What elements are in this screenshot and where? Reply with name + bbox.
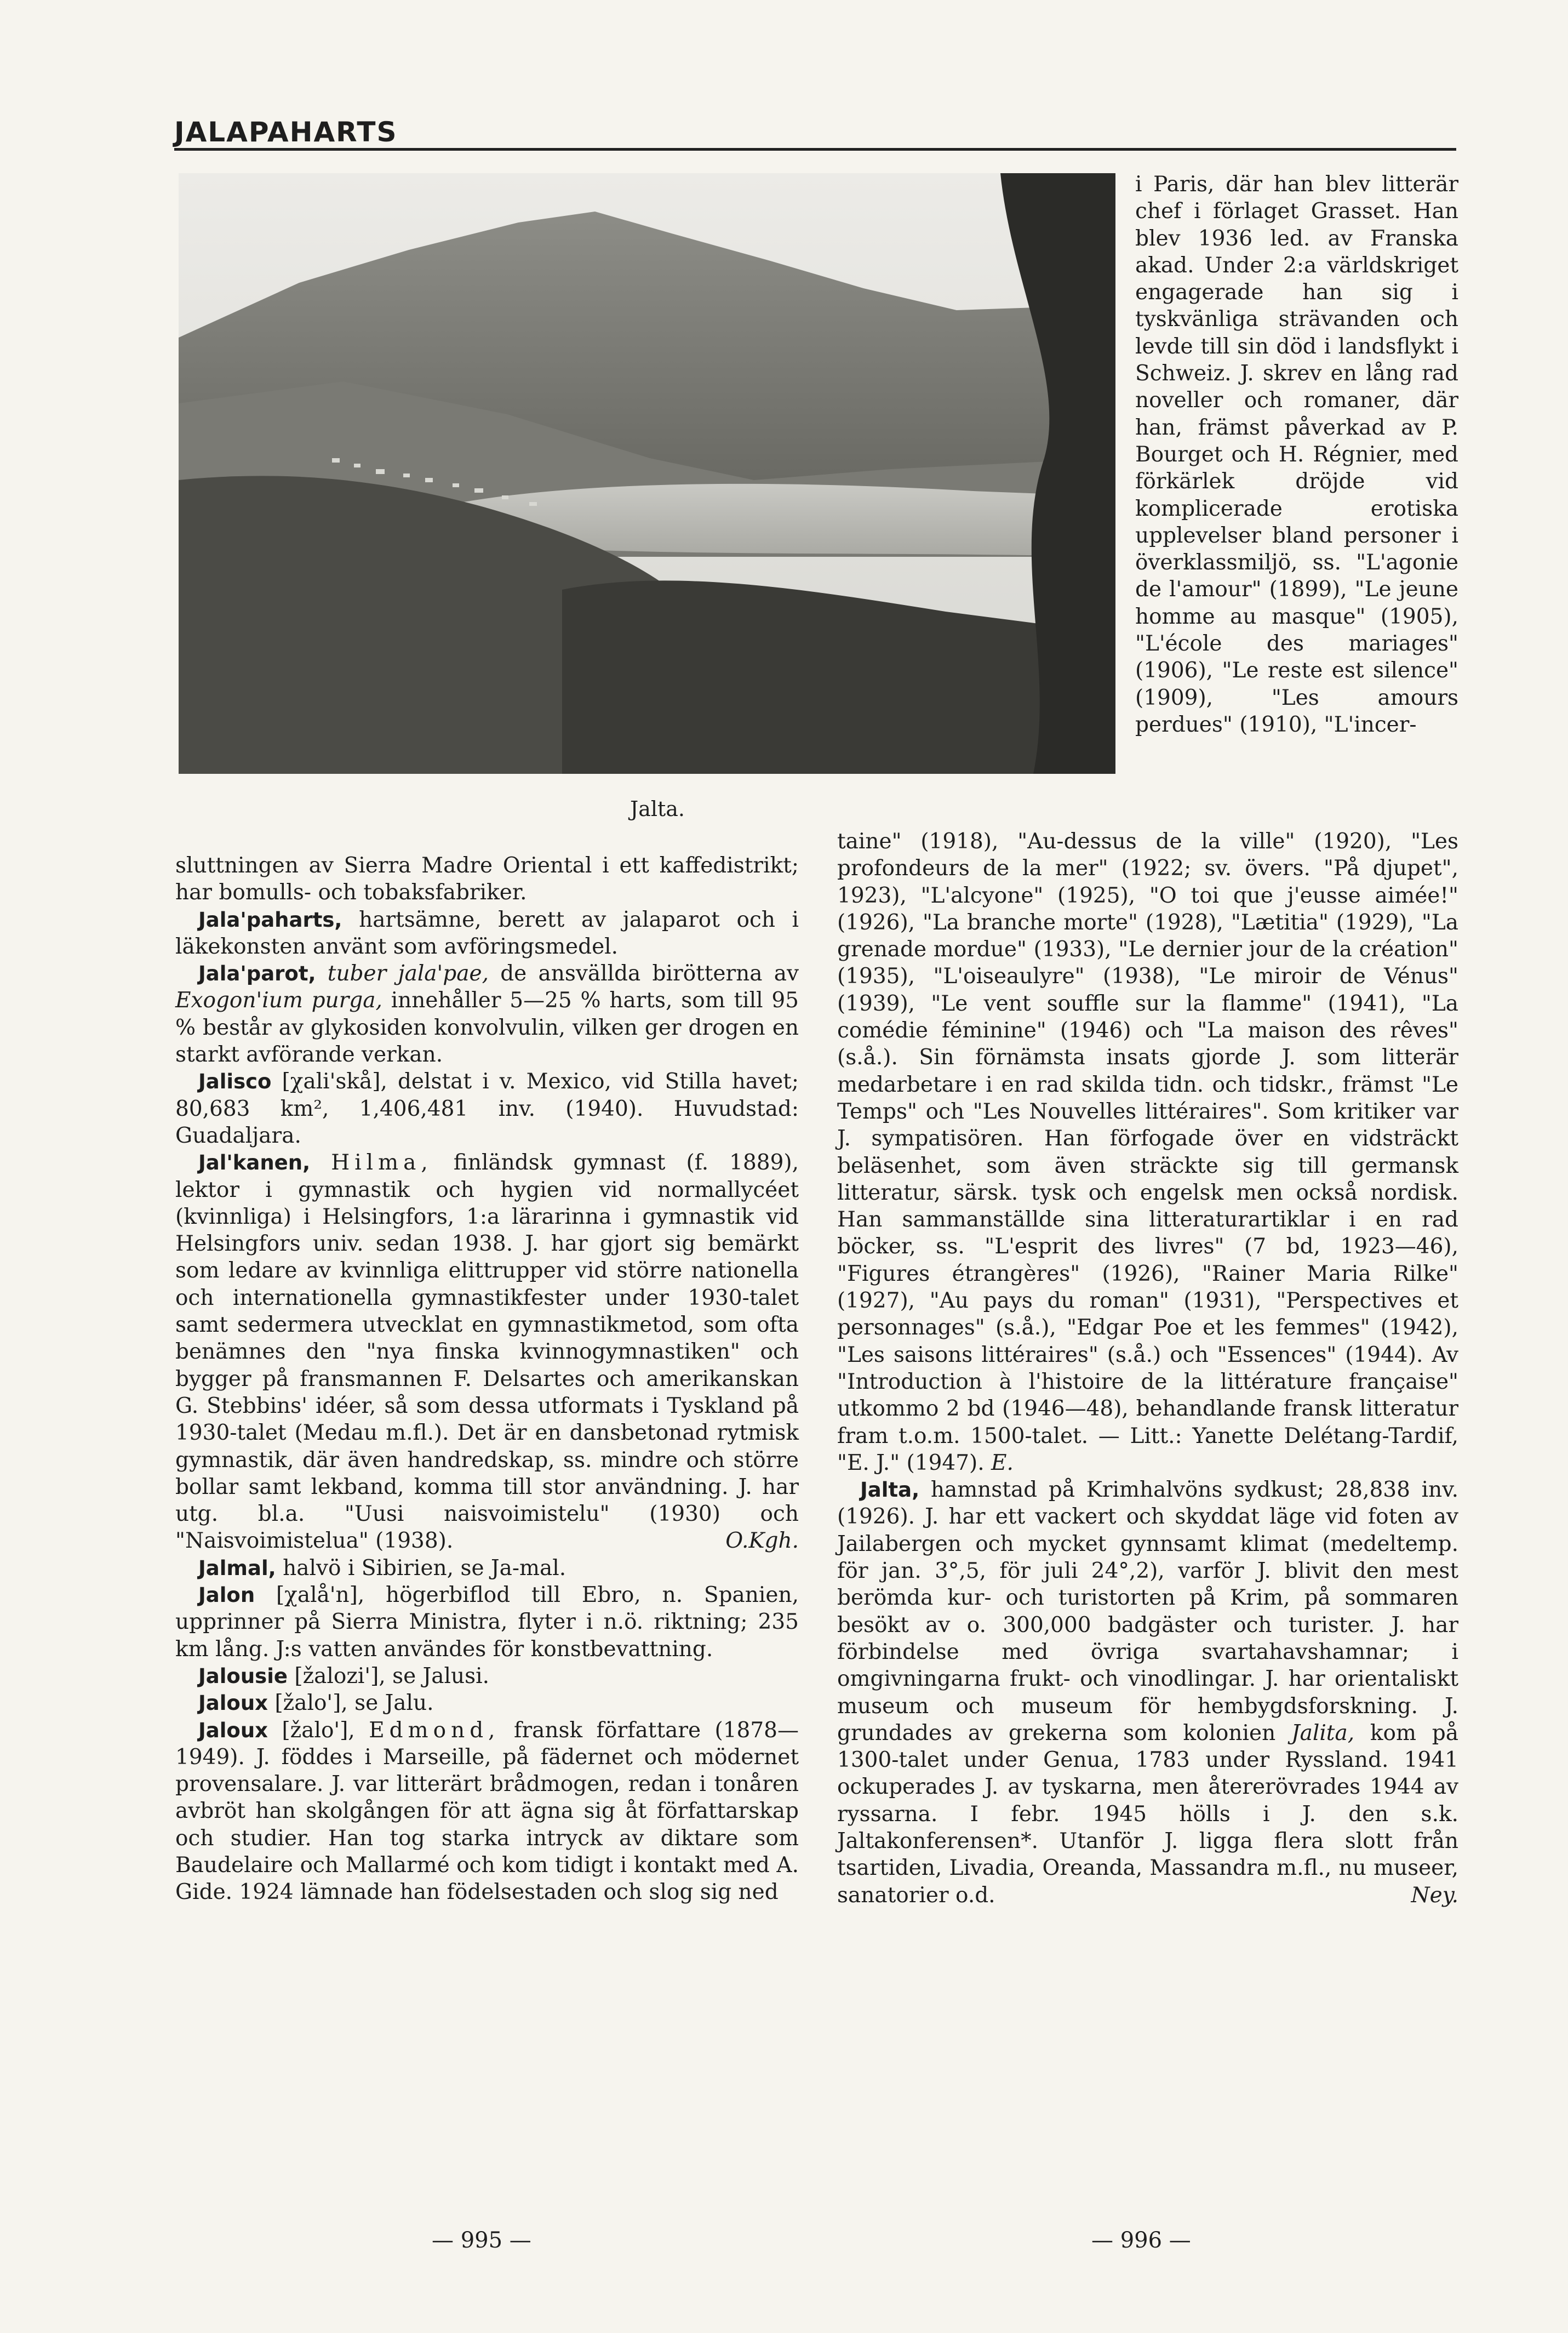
entry-text: de ansvällda birötterna av xyxy=(500,961,799,986)
entry-jalisco xyxy=(175,1068,799,1149)
jalta-photograph xyxy=(179,173,1115,774)
person-name: Hilma, xyxy=(331,1150,433,1176)
entry-text: [žalo'], se Jalu. xyxy=(274,1691,434,1716)
column-right xyxy=(837,828,1458,1909)
pronunciation: [žalo'], xyxy=(282,1718,355,1743)
latin-term: tuber jala'pae, xyxy=(327,961,489,986)
page-number-right: — 996 — xyxy=(1091,2228,1191,2253)
author-signature: O.Kgh. xyxy=(725,1528,799,1554)
jalta-landscape-image xyxy=(179,173,1115,774)
author-signature: Ney. xyxy=(1411,1883,1458,1908)
headword: Jaloux xyxy=(198,1718,268,1742)
entry-jalta xyxy=(837,1476,1458,1909)
headword: Jala'parot, xyxy=(198,962,316,986)
entry-text: [žalozi'], se Jalusi. xyxy=(294,1663,489,1689)
headword: Jala'paharts, xyxy=(198,908,342,932)
headword: Jaloux xyxy=(198,1691,268,1715)
person-name: Edmond, xyxy=(369,1718,500,1743)
page-number-left: — 995 — xyxy=(432,2228,531,2253)
jaloux-continuation: i Paris, där han blev litterär chef i förlaget Grasset. Han blev 1936 led. av Franska akad. Under 2:a världskriget engagerade han sig i tyskvänliga strävanden och levde till sin död i landsflykt i Schweiz. J. skrev en lång rad noveller och romaner, där han, främst påverkad av P. Bourget och H. Régnier, med förkärlek dröjde vid komplicerade erotiska upplevelser bland personer i överklassmiljö, ss. "L'agonie de l'amour" (1899), "Le jeune homme au masque" (1905), "L'école des mariages" (1906), "Le reste est silence" (1909), "Les amours perdues" (1910), "L'incer- xyxy=(1135,172,1458,737)
entry-jaloux-edmond xyxy=(175,1717,799,1906)
headword: Jalta, xyxy=(860,1478,920,1502)
jaloux-continuation-2 xyxy=(837,828,1458,1476)
entry-text: fransk författare (1878—1949). J. föddes i Marseille, på fädernet och mödernet provensalare. J. var litterärt brådmogen, redan i tonåren avbröt han skolgången för att ägna sig åt författarskap och studier. Han tog starka intryck av diktare som Baudelaire och Mallarmé och kom tidigt i kontakt med A. Gide. 1924 lämnade han födelsestaden och slog sig ned xyxy=(175,1718,799,1905)
entry-text: taine" (1918), "Au-dessus de la ville" (1920), "Les profondeurs de la mer" (1922; sv. övers. "På djupet", 1923), "L'alcyone" (1925), "O toi que j'eusse aimée!" (1926), "La branche morte" (1928), "Lætitia" (1929), "La grenade mordue" (1933), "Le dernier jour de la création" (1935), "L'oiseaulyre" (1938), "Le miroir de Vénus" (1939), "Le vent souffle sur la flamme" (1941), "La comédie féminine" (1946) och "La maison des rêves" (s.å.). Sin förnämsta insats gjorde J. som litterär medarbetare i en rad skilda tidn. och tidskr., främst "Le Temps" och "Les Nouvelles littéraires". Som kritiker var J. sympatisören. Han förfogade över en vidsträckt beläsenhet, som även sträckte sig till germansk litteratur, särsk. tysk och engelsk men också nordisk. Han sammanställde sina litteraturartiklar i en rad böcker, ss. "L'esprit des livres" (7 bd, 1923—46), "Figures étrangères" (1926), "Rainer Maria Rilke" (1927), "Au pays du roman" (1931), "Perspectives et personnages" (s.å.), "Edgar Poe et les femmes" (1942), "Les saisons littéraires" (s.å.) och "Essences" (1944). Av "Introduction à l'histoire de la littérature française" utkommo 2 bd (1946—48), behandlande fransk litteratur fram t.o.m. 1500-talet. — Litt.: Yanette Delétang-Tardif, "E. J." (1947). xyxy=(837,829,1458,1475)
entry-jalkanen xyxy=(175,1149,799,1554)
headword: Jalon xyxy=(198,1583,255,1607)
entry-text: halvö i Sibirien, se Ja-mal. xyxy=(283,1555,566,1581)
entry-jalaparot xyxy=(175,960,799,1068)
entry-jaloux-xref xyxy=(175,1690,799,1716)
headword: Jalousie xyxy=(198,1664,288,1688)
latin-term: Exogon'ium purga, xyxy=(175,988,382,1013)
author-signature: E. xyxy=(991,1450,1014,1475)
running-head: JALAPAHARTS xyxy=(174,116,398,148)
headword: Jalisco xyxy=(198,1070,272,1094)
entry-jalapaharts xyxy=(175,906,799,961)
headword: Jalmal, xyxy=(198,1556,276,1580)
entry-text: innehåller 5—25 % harts, som till 95 % består av glykosiden konvolvulin, vilken ger drogen en starkt avförande verkan. xyxy=(175,988,799,1068)
entry-jalousie xyxy=(175,1663,799,1690)
figure-caption: Jalta. xyxy=(630,797,685,821)
jalisco-cont-paragraph: sluttningen av Sierra Madre Oriental i ett kaffedistrikt; har bomulls- och tobaksfabriker. xyxy=(175,853,799,905)
entry-text: [χalå'n], högerbiflod till Ebro, n. Spanien, upprinner på Sierra Ministra, flyter i n.ö. riktning; 235 km lång. J:s vatten användes för konstbevattning. xyxy=(175,1583,799,1662)
column-left xyxy=(175,852,799,1906)
header-rule xyxy=(174,148,1456,151)
entry-text: kom på 1300-talet under Genua, 1783 under Ryssland. 1941 ockuperades J. av tyskarna, men återerövrades 1944 av ryssarna. I febr. 1945 hölls i J. den s.k. Jaltakonferensen*. Utanför J. ligga flera slott från tsartiden, Livadia, Oreanda, Massandra m.fl., nu museer, sanatorier o.d. xyxy=(837,1720,1458,1908)
entry-text: hamnstad på Krimhalvöns sydkust; 28,838 inv. (1926). J. har ett vackert och skyddat läge vid foten av Jailabergen och mycket gynnsamt klimat (medeltemp. för jan. 3°,5, för juli 24°,2), varför J. blivit den mest berömda kur- och turistorten på Krim, på sommaren besökt av o. 300,000 badgäster och turister. J. har förbindelse med övriga svartahavshamnar; i omgivningarna frukt- och vinodlingar. J. har orientaliskt museum och museum för hembygdsforskning. J. grundades av grekerna som kolonien xyxy=(837,1478,1458,1746)
entry-jalon xyxy=(175,1582,799,1663)
headword: Jal'kanen, xyxy=(198,1151,311,1175)
entry-text: finländsk gymnast (f. 1889), lektor i gymnastik och hygien vid normallycéet (kvinnliga) i Helsingfors, 1:a lärarinna i gymnastik vid Helsingfors univ. sedan 1938. J. har gjort sig bemärkt som ledare av kvinnliga elittrupper vid större nationella och internationella gymnastikfester under 1930-talet samt sedermera utvecklat en gymnastikmetod, som ofta benämnes den "nya finska kvinnogymnastiken" och bygger på fransmannen F. Delsartes och amerikanskan G. Stebbins' idéer, så som dessa utformats i Tyskland på 1930-talet (Medau m.fl.). Det är en dansbetonad rytmisk gymnastik, där även handredskap, ss. mindre och större bollar samt lekband, komma till stor användning. J. har utg. bl.a. "Uusi naisvoimistelu" (1930) och "Naisvoimistelua" (1938). xyxy=(175,1150,799,1554)
column-right-top xyxy=(1135,171,1458,738)
entry-text: hartsämne, berett av jalaparot och i läkekonsten använt som avföringsmedel. xyxy=(175,907,799,959)
entry-jalmal xyxy=(175,1555,799,1582)
latin-term: Jalita, xyxy=(1291,1720,1355,1746)
entry-text: [χali'skå], delstat i v. Mexico, vid Stilla havet; 80,683 km², 1,406,481 inv. (1940). Huvudstad: Guadaljara. xyxy=(175,1069,799,1148)
